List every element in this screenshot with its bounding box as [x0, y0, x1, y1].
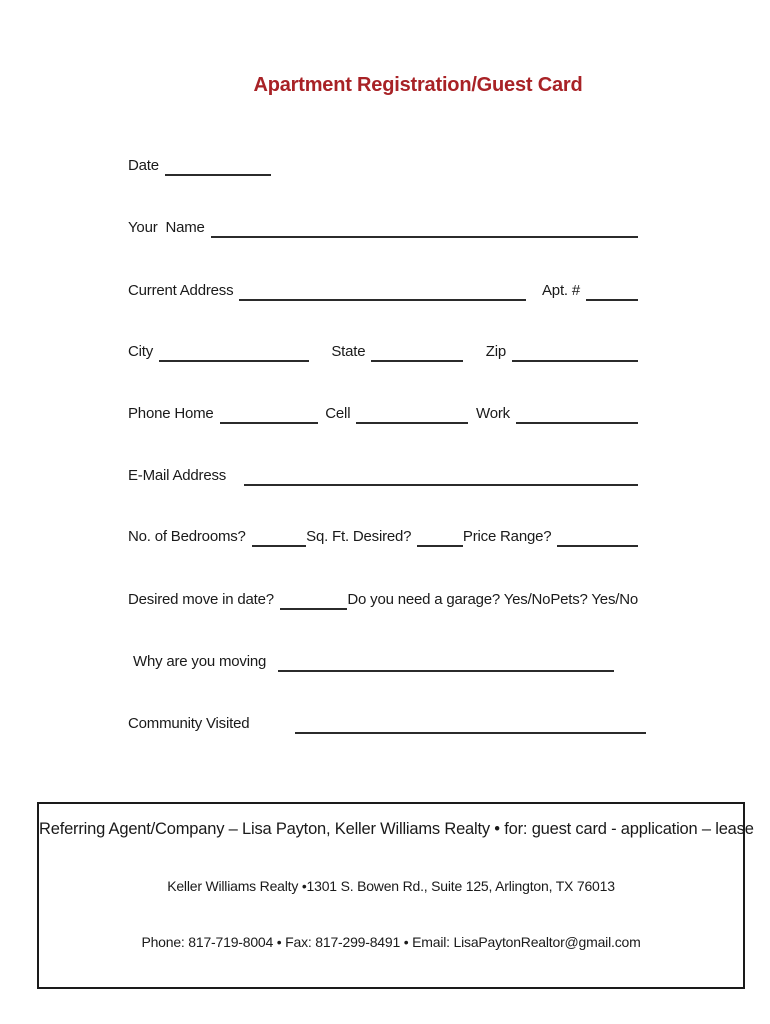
apt-number-blank-line[interactable]: [586, 279, 638, 301]
email-label: E-Mail Address: [128, 467, 227, 485]
your-name-row: [128, 212, 638, 238]
community-visited-row: [128, 708, 638, 734]
price-range-label: Price Range?: [462, 528, 552, 546]
work-group: [476, 402, 638, 424]
city-group: [128, 340, 309, 362]
apt-number-label: Apt. #: [542, 282, 580, 300]
price-range-group: [463, 525, 638, 547]
current-address-label: Current Address: [128, 282, 234, 300]
state-label: State: [331, 343, 366, 361]
pets-yes-no-label: Pets? Yes/No: [550, 591, 638, 609]
bedrooms-blank-line[interactable]: [252, 525, 306, 547]
community-visited-blank-line[interactable]: [295, 712, 646, 734]
move-in-group: [128, 588, 347, 610]
bedrooms-group: [128, 525, 306, 547]
current-address-row: [128, 275, 638, 301]
your-name-label: Your Name: [128, 219, 205, 237]
work-label: Work: [476, 405, 510, 423]
your-name-blank-line[interactable]: [211, 216, 638, 238]
zip-blank-line[interactable]: [512, 340, 638, 362]
state-group: [331, 340, 463, 362]
bedrooms-sqft-price-row: [128, 521, 638, 547]
state-blank-line[interactable]: [371, 340, 463, 362]
sqft-blank-line[interactable]: [417, 525, 463, 547]
email-blank-line[interactable]: [244, 464, 638, 486]
why-moving-row: [128, 646, 638, 672]
date-blank-line[interactable]: [165, 154, 271, 176]
current-address-blank-line[interactable]: [239, 279, 526, 301]
page-title: Apartment Registration/Guest Card: [253, 74, 583, 96]
why-moving-label: Why are you moving: [133, 653, 267, 671]
date-label: Date: [128, 157, 159, 175]
realty-address-line: Keller Williams Realty •1301 S. Bowen Rd., Suite 125, Arlington, TX 76013: [167, 878, 615, 894]
phone-home-label: Phone Home: [128, 405, 214, 423]
referring-agent-box: [37, 802, 754, 989]
contact-info-line: Phone: 817-719-8004 • Fax: 817-299-8491 • Email: LisaPaytonRealtor@gmail.com: [141, 934, 641, 950]
phone-home-blank-line[interactable]: [220, 402, 318, 424]
why-moving-blank-line[interactable]: [278, 650, 614, 672]
sqft-group: [306, 525, 463, 547]
zip-group: [486, 340, 638, 362]
city-label: City: [128, 343, 154, 361]
city-blank-line[interactable]: [159, 340, 309, 362]
price-range-blank-line[interactable]: [557, 525, 638, 547]
work-blank-line[interactable]: [516, 402, 638, 424]
move-in-date-blank-line[interactable]: [280, 588, 348, 610]
cell-label: Cell: [325, 405, 351, 423]
date-row: [128, 150, 638, 176]
sqft-label: Sq. Ft. Desired?: [306, 528, 412, 546]
referring-agent-line: Referring Agent/Company – Lisa Payton, Keller Williams Realty • for: guest card - application – lease: [39, 820, 754, 838]
move-in-garage-pets-row: [128, 584, 638, 610]
move-in-date-label: Desired move in date?: [128, 591, 274, 609]
zip-label: Zip: [485, 343, 506, 361]
city-state-zip-row: [128, 336, 638, 362]
phone-numbers-row: [128, 398, 638, 424]
cell-blank-line[interactable]: [356, 402, 468, 424]
garage-yes-no-label: Do you need a garage? Yes/No: [347, 591, 551, 609]
phone-home-group: [128, 402, 318, 424]
bedrooms-label: No. of Bedrooms?: [128, 528, 246, 546]
email-row: [128, 460, 638, 486]
cell-group: [325, 402, 468, 424]
community-visited-label: Community Visited: [128, 715, 250, 733]
